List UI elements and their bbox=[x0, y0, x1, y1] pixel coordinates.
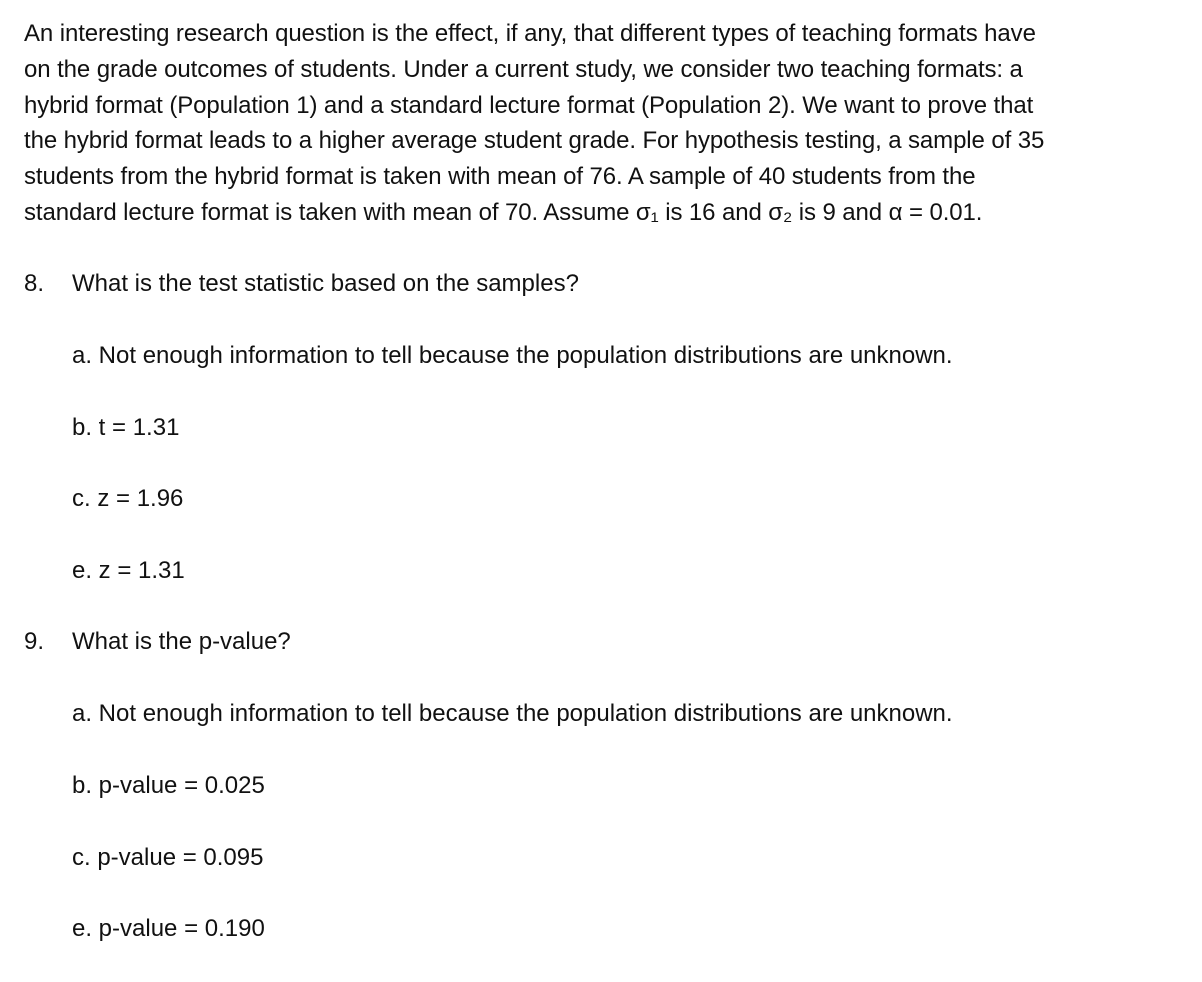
intro-line: standard lecture format is taken with mean of 70. Assume σ₁ is 16 and σ₂ is 9 and α = 0.01. bbox=[24, 198, 983, 226]
question-9 bbox=[24, 627, 1184, 657]
question-8-option-c: c. z = 1.96 bbox=[72, 485, 184, 512]
intro-paragraph bbox=[24, 16, 1184, 231]
intro-line: the hybrid format leads to a higher average student grade. For hypothesis testing, a sample of 35 bbox=[24, 127, 1045, 155]
question-9-option-e: e. p-value = 0.190 bbox=[72, 915, 265, 942]
intro-line: hybrid format (Population 1) and a standard lecture format (Population 2). We want to prove that bbox=[24, 91, 1034, 119]
document-page bbox=[24, 16, 1184, 942]
intro-line: on the grade outcomes of students. Under a current study, we consider two teaching formats: a bbox=[24, 55, 1023, 83]
question-text: What is the test statistic based on the samples? bbox=[72, 270, 579, 297]
question-number: 9. bbox=[24, 628, 45, 655]
question-8-option-a: a. Not enough information to tell because the population distributions are unknown. bbox=[72, 342, 953, 369]
question-9-option-b: b. p-value = 0.025 bbox=[72, 772, 265, 799]
intro-line: An interesting research question is the effect, if any, that different types of teaching formats have bbox=[24, 20, 1036, 47]
question-8 bbox=[24, 269, 1184, 299]
question-9-option-a: a. Not enough information to tell because the population distributions are unknown. bbox=[72, 700, 953, 727]
question-8-option-e: e. z = 1.31 bbox=[72, 557, 185, 584]
question-9-option-c: c. p-value = 0.095 bbox=[72, 844, 264, 871]
question-number: 8. bbox=[24, 270, 45, 297]
intro-line: students from the hybrid format is taken with mean of 76. A sample of 40 students from the bbox=[24, 163, 976, 191]
question-text: What is the p-value? bbox=[72, 628, 291, 655]
question-8-option-b: b. t = 1.31 bbox=[72, 414, 180, 441]
